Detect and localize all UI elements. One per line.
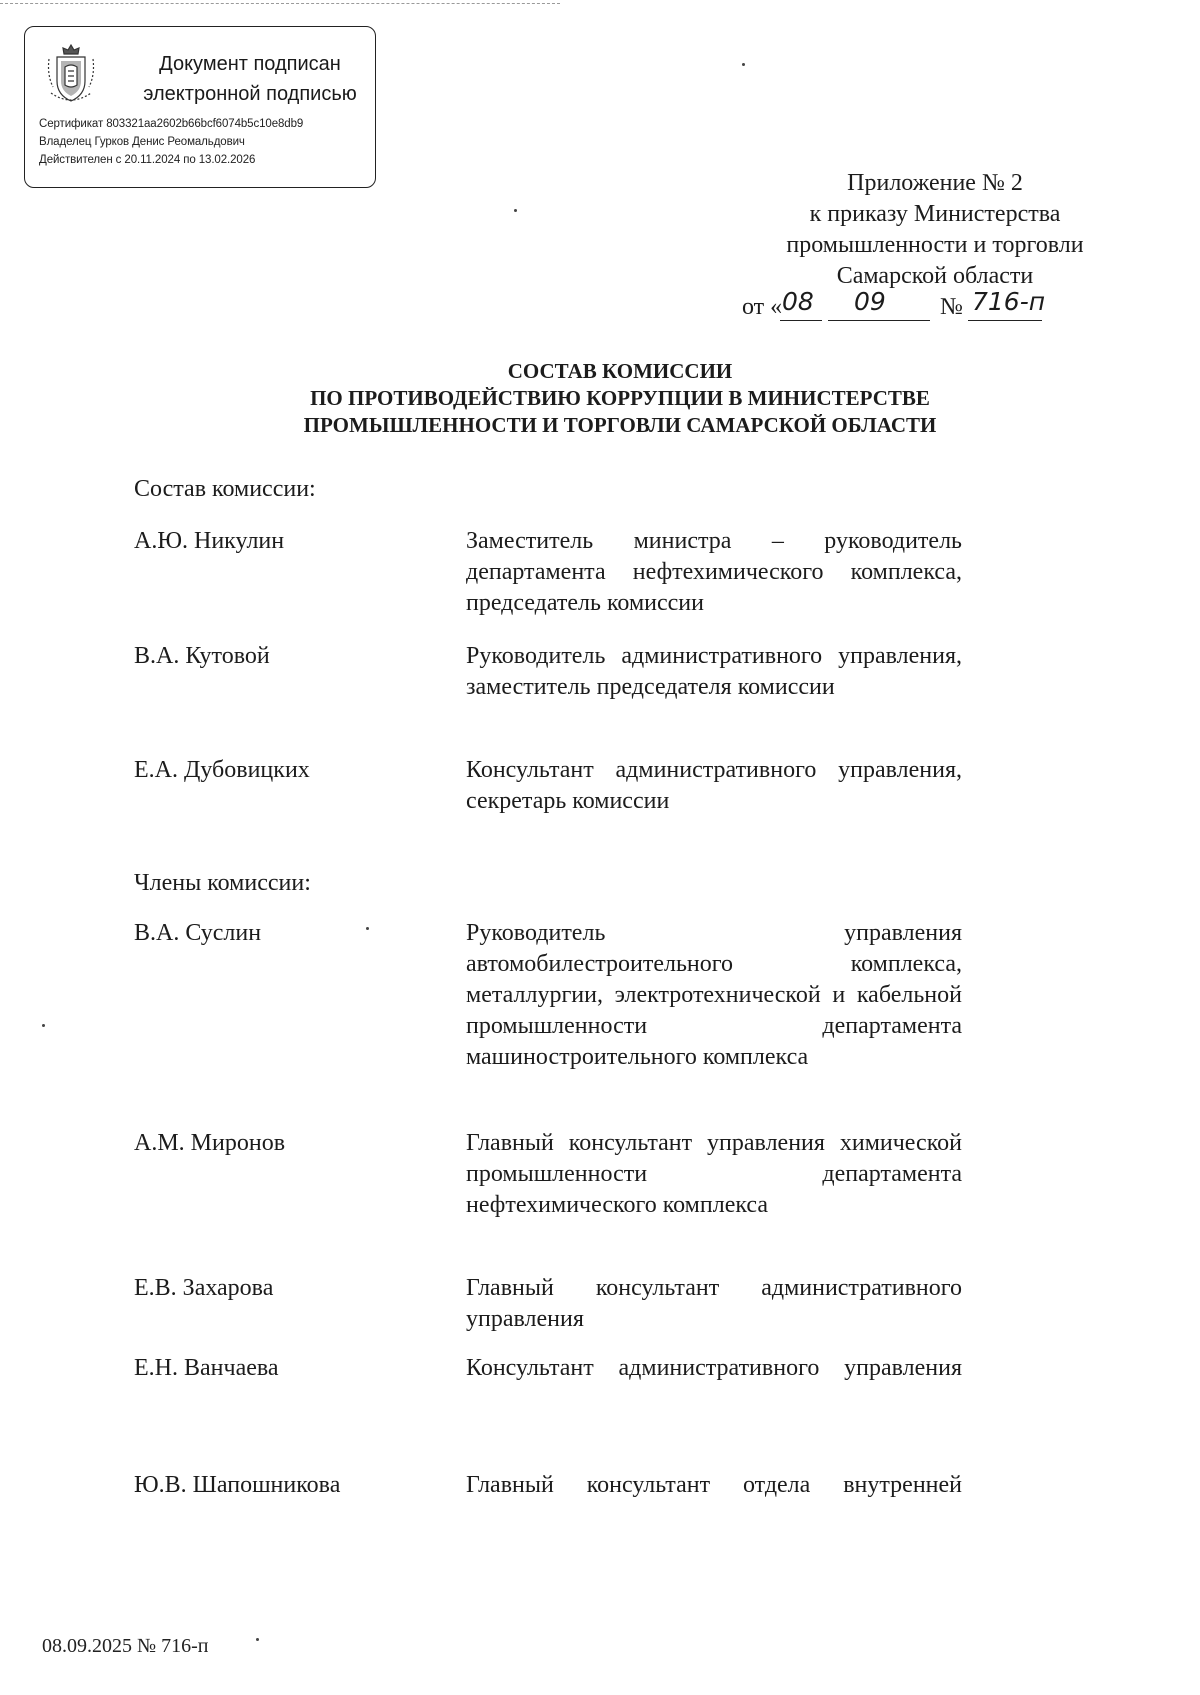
stamp-validity: Действителен с 20.11.2024 по 13.02.2026	[39, 154, 256, 166]
member-name: А.М. Миронов	[134, 1130, 286, 1156]
date-month-handwritten: 09	[854, 287, 886, 316]
stamp-certificate: Сертификат 803321aa2602b66bcf6074b5c10e8db9	[39, 118, 304, 130]
appendix-line-1: Приложение № 2	[847, 170, 1023, 196]
member-role: Главный консультант административного управления	[466, 1275, 962, 1332]
member-name: Ю.В. Шапошникова	[134, 1472, 341, 1498]
scan-speck	[514, 209, 517, 212]
scan-speck	[366, 927, 369, 930]
title-line-2: ПО ПРОТИВОДЕЙСТВИЮ КОРРУПЦИИ В МИНИСТЕРСТВЕ	[310, 386, 930, 410]
appendix-line-3: промышленности и торговли	[786, 232, 1084, 258]
number-prefix: №	[940, 294, 963, 320]
scan-speck	[742, 63, 745, 66]
members-label: Члены комиссии:	[134, 870, 311, 896]
document-title	[200, 358, 1040, 439]
title-line-3: ПРОМЫШЛЕННОСТИ И ТОРГОВЛИ САМАРСКОЙ ОБЛАСТИ	[303, 413, 937, 437]
member-role: Руководитель административного управления, заместитель председателя комиссии	[466, 643, 962, 700]
appendix-date-line	[740, 287, 1130, 323]
scan-speck	[256, 1638, 259, 1641]
member-name: В.А. Суслин	[134, 920, 262, 946]
coat-of-arms-emblem	[43, 41, 99, 107]
composition-label: Состав комиссии:	[134, 476, 316, 502]
member-role: Руководитель управления автомобилестроительного комплекса, металлургии, электротехнической и кабельной промышленности департамента машиностроительного комплекса	[466, 920, 962, 1070]
number-handwritten: 716-п	[972, 287, 1046, 316]
member-role: Заместитель министра – руководитель департамента нефтехимического комплекса, председатель комиссии	[466, 528, 962, 616]
member-name: Е.В. Захарова	[134, 1275, 274, 1301]
member-name: А.Ю. Никулин	[134, 528, 285, 554]
number-underline	[968, 320, 1042, 321]
member-role: Консультант административного управления, секретарь комиссии	[466, 757, 962, 814]
date-month-underline	[828, 320, 930, 321]
appendix-line-2: к приказу Министерства	[809, 201, 1061, 227]
title-line-1: СОСТАВ КОМИССИИ	[507, 359, 733, 383]
member-name: Е.А. Дубовицких	[134, 757, 310, 783]
stamp-title-line-1: Документ подписан	[159, 53, 341, 75]
scan-speck	[42, 1024, 45, 1027]
e-signature-stamp	[24, 26, 376, 188]
date-day-underline	[780, 320, 822, 321]
member-role: Главный консультант управления химической промышленности департамента нефтехимического комплекса	[466, 1130, 962, 1218]
appendix-header	[740, 168, 1130, 323]
stamp-title-line-2: электронной подписью	[143, 83, 357, 105]
member-name: Е.Н. Ванчаева	[134, 1355, 279, 1381]
member-name: В.А. Кутовой	[134, 643, 270, 669]
member-role: Главный консультант отдела внутренней	[466, 1472, 962, 1498]
footer-registration: 08.09.2025 № 716-п	[42, 1635, 209, 1657]
member-role: Консультант административного управления	[466, 1355, 962, 1381]
appendix-line-4: Самарской области	[836, 263, 1034, 289]
scan-edge-line	[0, 3, 560, 4]
date-prefix: от «	[742, 294, 783, 320]
stamp-owner: Владелец Гурков Денис Реомальдович	[39, 136, 245, 148]
date-day-handwritten: 08	[782, 287, 814, 316]
